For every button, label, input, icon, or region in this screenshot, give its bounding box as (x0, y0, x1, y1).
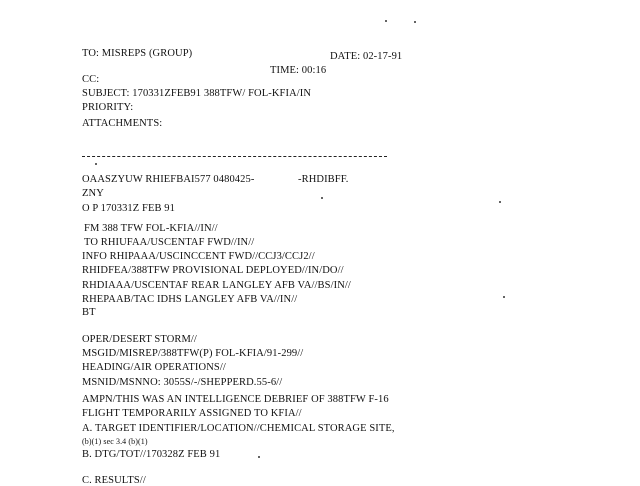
routing-line-1-tail: -RHDIBFF. (298, 174, 349, 185)
attachments-line: ATTACHMENTS: (82, 118, 163, 129)
body-line: AMPN/THIS WAS AN INTELLIGENCE DEBRIEF OF 388TFW F-16 (82, 394, 389, 405)
body-line: OPER/DESERT STORM// (82, 334, 197, 345)
priority-line: PRIORITY: (82, 102, 134, 113)
to-line: TO: MISREPS (GROUP) (82, 48, 193, 59)
date-line: DATE: 02-17-91 (330, 51, 403, 62)
address-line: RHEPAAB/TAC IDHS LANGLEY AFB VA//IN// (82, 294, 298, 305)
scan-speck (95, 163, 97, 165)
scan-speck (321, 197, 323, 199)
scan-speck (499, 201, 501, 203)
body-line: FLIGHT TEMPORARILY ASSIGNED TO KFIA// (82, 408, 302, 419)
address-line: TO RHIUFAA/USCENTAF FWD//IN// (84, 237, 255, 248)
address-line: INFO RHIPAAA/USCINCCENT FWD//CCJ3/CCJ2// (82, 251, 315, 262)
body-line: A. TARGET IDENTIFIER/LOCATION//CHEMICAL STORAGE SITE, (82, 423, 395, 434)
body-line: MSNID/MSNNO: 3055S/-/SHEPPERD.55-6// (82, 377, 283, 388)
scan-speck (258, 456, 260, 458)
address-line: RHDIAAA/USCENTAF REAR LANGLEY AFB VA//BS/IN// (82, 280, 351, 291)
cc-line: CC: (82, 74, 100, 85)
redaction-note: (b)(1) sec 3.4 (b)(1) (82, 437, 148, 446)
scan-speck (385, 20, 387, 22)
cut-off-line: C. RESULTS// (82, 475, 146, 486)
routing-line-1: OAASZYUW RHIEFBAI577 0480425- (82, 174, 255, 185)
scan-speck (414, 21, 416, 23)
time-line: TIME: 00:16 (270, 65, 327, 76)
routing-line-3: O P 170331Z FEB 91 (82, 203, 176, 214)
address-line: RHIDFEA/388TFW PROVISIONAL DEPLOYED//IN/DO// (82, 265, 344, 276)
body-line: HEADING/AIR OPERATIONS// (82, 362, 226, 373)
address-line: FM 388 TFW FOL-KFIA//IN// (84, 223, 218, 234)
routing-line-2: ZNY (82, 188, 104, 199)
subject-line: SUBJECT: 170331ZFEB91 388TFW/ FOL-KFIA/IN (82, 88, 312, 99)
break-marker: BT (82, 307, 96, 318)
body-line: B. DTG/TOT//170328Z FEB 91 (82, 449, 221, 460)
body-line: MSGID/MISREP/388TFW(P) FOL-KFIA/91-299// (82, 348, 304, 359)
scan-speck (503, 296, 505, 298)
header-divider (82, 156, 387, 157)
